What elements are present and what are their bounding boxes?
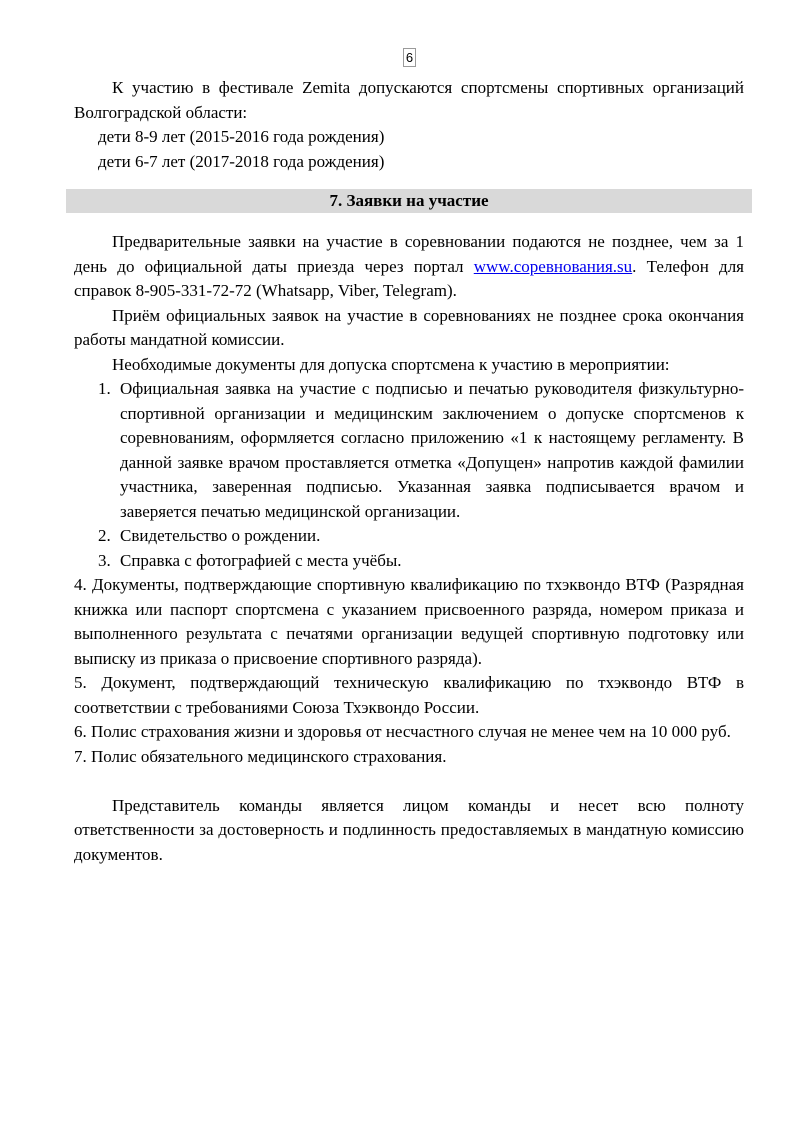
list-item-text: Полис обязательного медицинского страхования.: [91, 746, 447, 766]
list-item: [74, 377, 744, 524]
list-item-number: 2.: [98, 526, 111, 545]
list-item-text: Справка с фотографией с места учёбы.: [120, 550, 402, 570]
age-group-6-7: дети 6-7 лет (2017-2018 года рождения): [98, 151, 385, 171]
page-number: 6: [403, 48, 416, 67]
paragraph-spacer: [74, 769, 744, 794]
list-item-number: 1.: [98, 379, 111, 398]
list-item-text: Полис страхования жизни и здоровья от несчастного случая не менее чем на 10 000 руб.: [91, 722, 731, 741]
document-body: [74, 76, 744, 867]
official-applications-paragraph: Приём официальных заявок на участие в соревнованиях не позднее срока окончания работы мандатной комиссии.: [74, 305, 744, 349]
document-item-7: [74, 745, 744, 770]
portal-link[interactable]: www.соревнования.su: [473, 256, 633, 276]
list-item-text: Официальная заявка на участие с подписью и печатью руководителя физкультурно-спортивной организации и медицинским заключением о допуске спортсменов к соревнованиям, оформляется согласно приложению «1 к настоящему регламенту. В данной заявке врачом проставляется отметка «Допущен» напротив каждой фамилии участника, заверенная подписью. Указанная заявка подписывается врачом и заверяется печатью медицинской организации.: [120, 379, 744, 521]
list-item-number: 6.: [74, 722, 87, 741]
representative-paragraph: Представитель команды является лицом команды и несет всю полноту ответственности за достоверность и подлинность предоставляемых в мандатную комиссию документов.: [74, 795, 744, 864]
list-item-number: 5.: [74, 673, 87, 692]
list-item-text: Документы, подтверждающие спортивную квалификацию по тхэквондо ВТФ (Разрядная книжка или паспорт спортсмена с указанием присвоенного разряда, номером приказа и выполненного результата с печатями организации ведущей спортивную подготовку или выписку из приказа о присвоение спортивного разряда).: [74, 575, 744, 668]
list-item-number: 4.: [74, 575, 87, 594]
list-item-text: Документ, подтверждающий техническую квалификацию по тхэквондо ВТФ в соответствии с требованиями Союза Тхэквондо России.: [74, 673, 744, 717]
list-item: [74, 524, 744, 549]
list-item-text: Свидетельство о рождении.: [120, 526, 321, 545]
document-item-6: [74, 720, 744, 745]
section-title: 7. Заявки на участие: [66, 189, 752, 213]
list-item-number: 3.: [98, 550, 111, 570]
list-item: [74, 549, 744, 574]
document-item-5: [74, 671, 744, 720]
documents-list: [74, 377, 744, 573]
list-item-number: 7.: [74, 746, 87, 766]
document-item-4: [74, 573, 744, 671]
pre-applications-paragraph: [74, 230, 744, 304]
pre-applications-text: Предварительные заявки на участие в соревновании подаются не позднее, чем за 1 день до официальной даты приезда через портал: [74, 232, 744, 276]
documents-intro: Необходимые документы для допуска спортсмена к участию в мероприятии:: [112, 354, 670, 374]
age-group-8-9: дети 8-9 лет (2015-2016 года рождения): [98, 127, 385, 146]
participation-paragraph: К участию в фестивале Zemita допускаются спортсмены спортивных организаций Волгоградской области:: [74, 78, 744, 122]
phone-info-text: . Телефон для справок 8-905-331-72-72 (Whatsapp, Viber, Telegram).: [74, 256, 744, 300]
